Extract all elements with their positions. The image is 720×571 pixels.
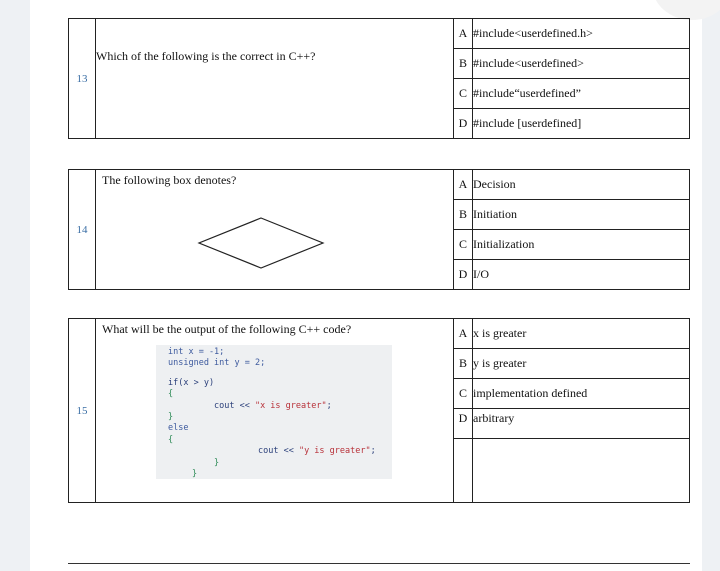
- option-letter: D: [454, 409, 473, 439]
- option-text: #include“userdefined”: [473, 79, 690, 109]
- code-token: cout <<: [214, 400, 255, 411]
- question-number: 15: [69, 319, 96, 503]
- option-letter: C: [454, 379, 473, 409]
- option-letter: B: [454, 200, 473, 230]
- question-number: 14: [69, 170, 96, 290]
- option-text: implementation defined: [473, 379, 690, 409]
- code-token: ;: [370, 446, 376, 457]
- code-line: [214, 401, 392, 412]
- option-text: Initialization: [473, 230, 690, 260]
- code-snippet: [156, 345, 392, 479]
- option-letter: D: [454, 109, 473, 139]
- option-letter: C: [454, 79, 473, 109]
- question-stem: What will be the output of the following C++ code?: [102, 322, 352, 336]
- question-number: 13: [69, 19, 96, 139]
- code-line: unsigned int y = 2;: [168, 358, 266, 369]
- code-token: "y is greater": [298, 446, 371, 457]
- corner-shadow: [652, 0, 720, 20]
- empty-letter-cell: [454, 439, 473, 503]
- code-line: {: [168, 389, 174, 400]
- option-text: #include<userdefined.h>: [473, 19, 690, 49]
- option-letter: B: [454, 349, 473, 379]
- option-text: #include [userdefined]: [473, 109, 690, 139]
- question-text-cell: [96, 319, 454, 503]
- option-text: arbitrary: [473, 409, 690, 439]
- code-line: int x = -1;: [168, 347, 225, 357]
- question-13-table: [68, 18, 690, 139]
- code-line: if(x > y): [168, 377, 215, 388]
- code-line: }: [214, 457, 220, 468]
- option-text: Initiation: [473, 200, 690, 230]
- document-page: [30, 0, 702, 571]
- code-line: else: [168, 423, 189, 434]
- option-letter: A: [454, 170, 473, 200]
- code-line: {: [168, 434, 174, 445]
- option-letter: A: [454, 319, 473, 349]
- question-stem: The following box denotes?: [102, 173, 237, 187]
- option-text: x is greater: [473, 319, 690, 349]
- question-15-table: [68, 318, 690, 503]
- option-text: y is greater: [473, 349, 690, 379]
- option-text: #include<userdefined>: [473, 49, 690, 79]
- footer-divider: [68, 563, 690, 564]
- option-letter: B: [454, 49, 473, 79]
- code-token: "x is greater": [254, 400, 327, 411]
- code-line: [258, 446, 392, 457]
- code-line: }: [192, 469, 198, 480]
- option-letter: D: [454, 260, 473, 290]
- option-letter: C: [454, 230, 473, 260]
- question-14-table: [68, 169, 690, 290]
- decision-diamond-shape: [196, 215, 326, 271]
- code-line: }: [168, 412, 174, 423]
- option-text: Decision: [473, 170, 690, 200]
- option-letter: A: [454, 19, 473, 49]
- empty-option-cell: [473, 439, 690, 503]
- question-text-cell: [96, 170, 454, 290]
- code-token: cout <<: [258, 446, 299, 457]
- option-text: I/O: [473, 260, 690, 290]
- question-stem: Which of the following is the correct in C++?: [96, 49, 316, 63]
- question-text-cell: [96, 19, 454, 139]
- code-token: ;: [326, 400, 332, 411]
